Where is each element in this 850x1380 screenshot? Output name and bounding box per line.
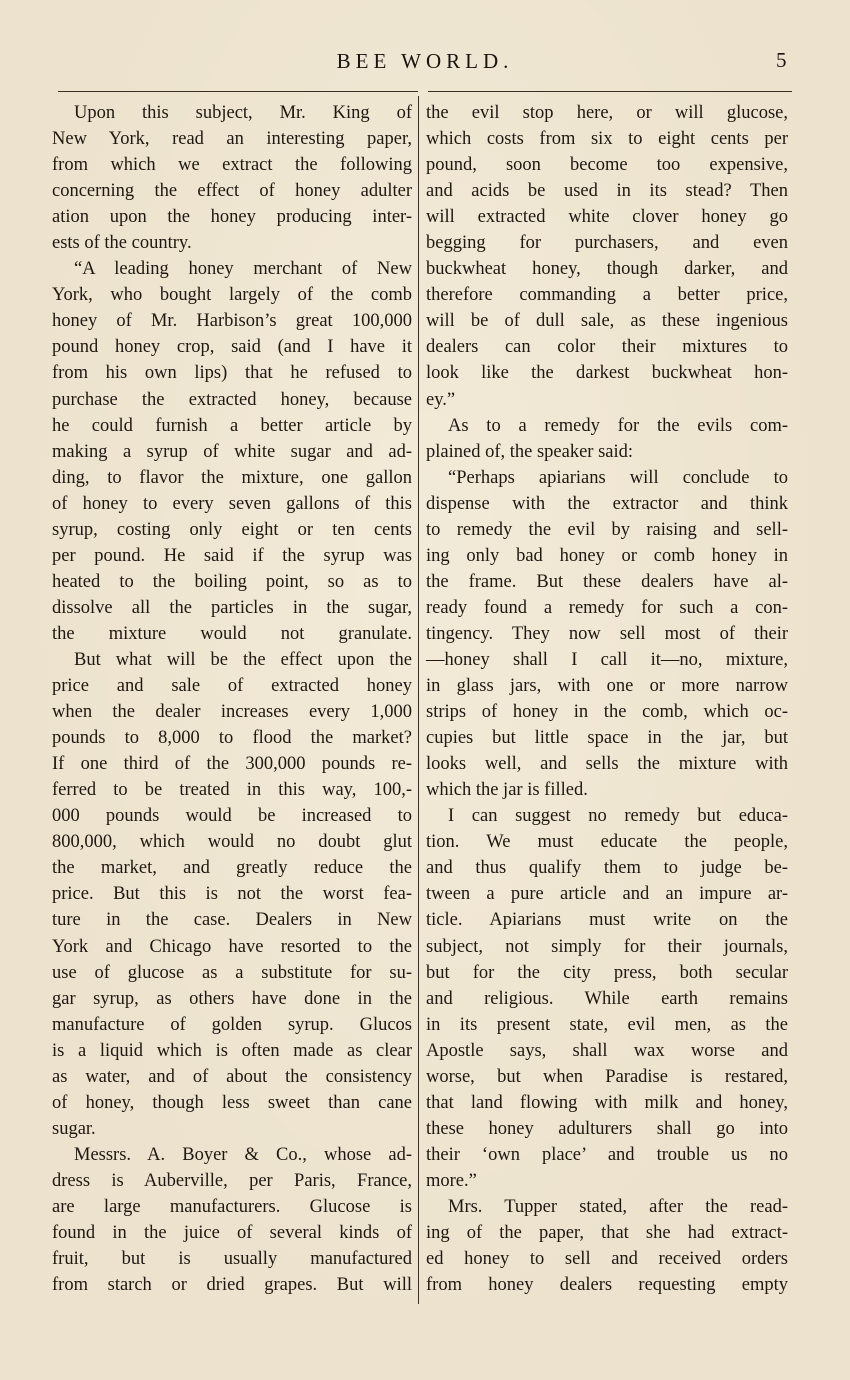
header-rule-right bbox=[428, 91, 792, 92]
text-line: when the dealer increases every 1,000 bbox=[52, 702, 412, 723]
running-header-title: BEE WORLD. bbox=[336, 49, 514, 73]
text-line: of honey, though less sweet than cane bbox=[52, 1092, 412, 1113]
text-line: ing of the paper, that she had extract- bbox=[426, 1223, 788, 1244]
text-line: New York, read an interesting paper, bbox=[52, 129, 412, 150]
text-line: concerning the effect of honey adulter bbox=[52, 181, 412, 202]
column-divider bbox=[418, 96, 419, 1304]
text-line: from his own lips) that he refused to bbox=[52, 363, 412, 384]
text-line: heated to the boiling point, so as to bbox=[52, 571, 412, 592]
text-line: the frame. But these dealers have al- bbox=[426, 571, 788, 592]
text-line: pound honey crop, said (and I have it bbox=[52, 337, 412, 358]
text-line: —honey shall I call it—no, mixture, bbox=[426, 649, 788, 670]
text-line: but for the city press, both secular bbox=[426, 962, 788, 983]
text-line: making a syrup of white sugar and ad- bbox=[52, 441, 412, 462]
text-line: strips of honey in the comb, which oc- bbox=[426, 702, 788, 723]
text-line: and religious. While earth remains bbox=[426, 988, 788, 1009]
text-line: ests of the country. bbox=[52, 233, 192, 254]
text-line: ticle. Apiarians must write on the bbox=[426, 910, 788, 931]
text-line: worse, but when Paradise is restared, bbox=[426, 1066, 788, 1087]
text-line: the market, and greatly reduce the bbox=[52, 858, 412, 879]
text-line: begging for purchasers, and even bbox=[426, 233, 788, 254]
text-line: is a liquid which is often made as clear bbox=[52, 1040, 412, 1061]
text-line: in glass jars, with one or more narrow bbox=[426, 676, 788, 697]
text-line: from which we extract the following bbox=[52, 155, 412, 176]
text-line: per pound. He said if the syrup was bbox=[52, 545, 412, 566]
text-line: will extracted white clover honey go bbox=[426, 207, 788, 228]
text-line: Upon this subject, Mr. King of bbox=[74, 103, 412, 123]
text-line: ready found a remedy for such a con- bbox=[426, 597, 788, 618]
text-line: tion. We must educate the people, bbox=[426, 832, 788, 853]
text-line: he could furnish a better article by bbox=[52, 415, 412, 436]
text-line: that land flowing with milk and honey, bbox=[426, 1092, 788, 1113]
text-line: ferred to be treated in this way, 100,- bbox=[52, 780, 412, 801]
text-line: tingency. They now sell most of their bbox=[426, 623, 788, 644]
text-line: ed honey to sell and received orders bbox=[426, 1249, 788, 1270]
text-line: dissolve all the particles in the sugar, bbox=[52, 597, 412, 618]
text-line: therefore commanding a better price, bbox=[426, 285, 788, 306]
text-line: Messrs. A. Boyer & Co., whose ad- bbox=[74, 1144, 412, 1165]
text-line: tween a pure article and an impure ar- bbox=[426, 884, 788, 905]
text-line: the mixture would not granulate. bbox=[52, 623, 412, 644]
text-line: York, who bought largely of the comb bbox=[52, 285, 412, 306]
text-line: manufacture of golden syrup. Glucos bbox=[52, 1014, 412, 1035]
text-line: found in the juice of several kinds of bbox=[52, 1223, 412, 1244]
text-line: ture in the case. Dealers in New bbox=[52, 910, 412, 931]
text-line: subject, not simply for their journals, bbox=[426, 936, 788, 957]
text-line: 000 pounds would be increased to bbox=[52, 806, 412, 827]
text-line: use of glucose as a substitute for su- bbox=[52, 962, 412, 983]
text-line: 800,000, which would no doubt glut bbox=[52, 832, 412, 853]
text-column-right bbox=[426, 100, 788, 1298]
text-line: dispense with the extractor and think bbox=[426, 493, 788, 514]
text-line: syrup, costing only eight or ten cents bbox=[52, 519, 412, 540]
text-line: which the jar is filled. bbox=[426, 780, 588, 801]
text-line: “A leading honey merchant of New bbox=[74, 259, 412, 280]
text-line: price. But this is not the worst fea- bbox=[52, 884, 412, 905]
text-line: and acids be used in its stead? Then bbox=[426, 181, 788, 202]
text-line: But what will be the effect upon the bbox=[74, 649, 412, 670]
text-line: more.” bbox=[426, 1170, 477, 1191]
text-line: pound, soon become too expensive, bbox=[426, 155, 788, 176]
text-line: in its present state, evil men, as the bbox=[426, 1014, 788, 1035]
text-line: York and Chicago have resorted to the bbox=[52, 936, 412, 957]
text-line: dress is Auberville, per Paris, France, bbox=[52, 1170, 412, 1191]
text-line: gar syrup, as others have done in the bbox=[52, 988, 412, 1009]
text-line: and thus qualify them to judge be- bbox=[426, 858, 788, 879]
text-line: their ‘own place’ and trouble us no bbox=[426, 1144, 788, 1165]
text-column-left bbox=[52, 100, 412, 1298]
text-line: pounds to 8,000 to flood the market? bbox=[52, 728, 412, 749]
text-line: ing only bad honey or comb honey in bbox=[426, 545, 788, 566]
text-line: looks well, and sells the mixture with bbox=[426, 754, 788, 775]
text-line: price and sale of extracted honey bbox=[52, 676, 412, 697]
text-line: ding, to flavor the mixture, one gallon bbox=[52, 467, 412, 488]
text-line: are large manufacturers. Glucose is bbox=[52, 1196, 412, 1217]
text-line: fruit, but is usually manufactured bbox=[52, 1249, 412, 1270]
text-line: these honey adulturers shall go into bbox=[426, 1118, 788, 1139]
text-line: plained of, the speaker said: bbox=[426, 441, 634, 462]
text-line: cupies but little space in the jar, but bbox=[426, 728, 788, 749]
text-line: to remedy the evil by raising and sell- bbox=[426, 519, 788, 540]
text-line: purchase the extracted honey, because bbox=[52, 389, 412, 410]
text-line: ation upon the honey producing inter- bbox=[52, 207, 412, 228]
text-line: “Perhaps apiarians will conclude to bbox=[448, 467, 788, 488]
header-rule-left bbox=[58, 91, 418, 92]
text-line: I can suggest no remedy but educa- bbox=[448, 806, 788, 827]
text-line: As to a remedy for the evils com- bbox=[448, 415, 788, 436]
text-line: look like the darkest buckwheat hon- bbox=[426, 363, 788, 384]
text-line: will be of dull sale, as these ingenious bbox=[426, 311, 788, 332]
text-line: dealers can color their mixtures to bbox=[426, 337, 788, 358]
text-line: the evil stop here, or will glucose, bbox=[426, 103, 788, 123]
text-line: from starch or dried grapes. But will bbox=[52, 1275, 412, 1296]
text-line: sugar. bbox=[52, 1118, 96, 1139]
text-line: honey of Mr. Harbison’s great 100,000 bbox=[52, 311, 412, 332]
text-line: buckwheat honey, though darker, and bbox=[426, 259, 788, 280]
text-line: of honey to every seven gallons of this bbox=[52, 493, 412, 514]
page-number: 5 bbox=[776, 48, 787, 72]
text-line: Mrs. Tupper stated, after the read- bbox=[448, 1196, 788, 1217]
text-line: from honey dealers requesting empty bbox=[426, 1275, 788, 1296]
text-line: which costs from six to eight cents per bbox=[426, 129, 788, 150]
text-line: Apostle says, shall wax worse and bbox=[426, 1040, 788, 1061]
text-line: If one third of the 300,000 pounds re- bbox=[52, 754, 412, 775]
text-line: ey.” bbox=[426, 389, 456, 410]
text-line: as water, and of about the consistency bbox=[52, 1066, 412, 1087]
